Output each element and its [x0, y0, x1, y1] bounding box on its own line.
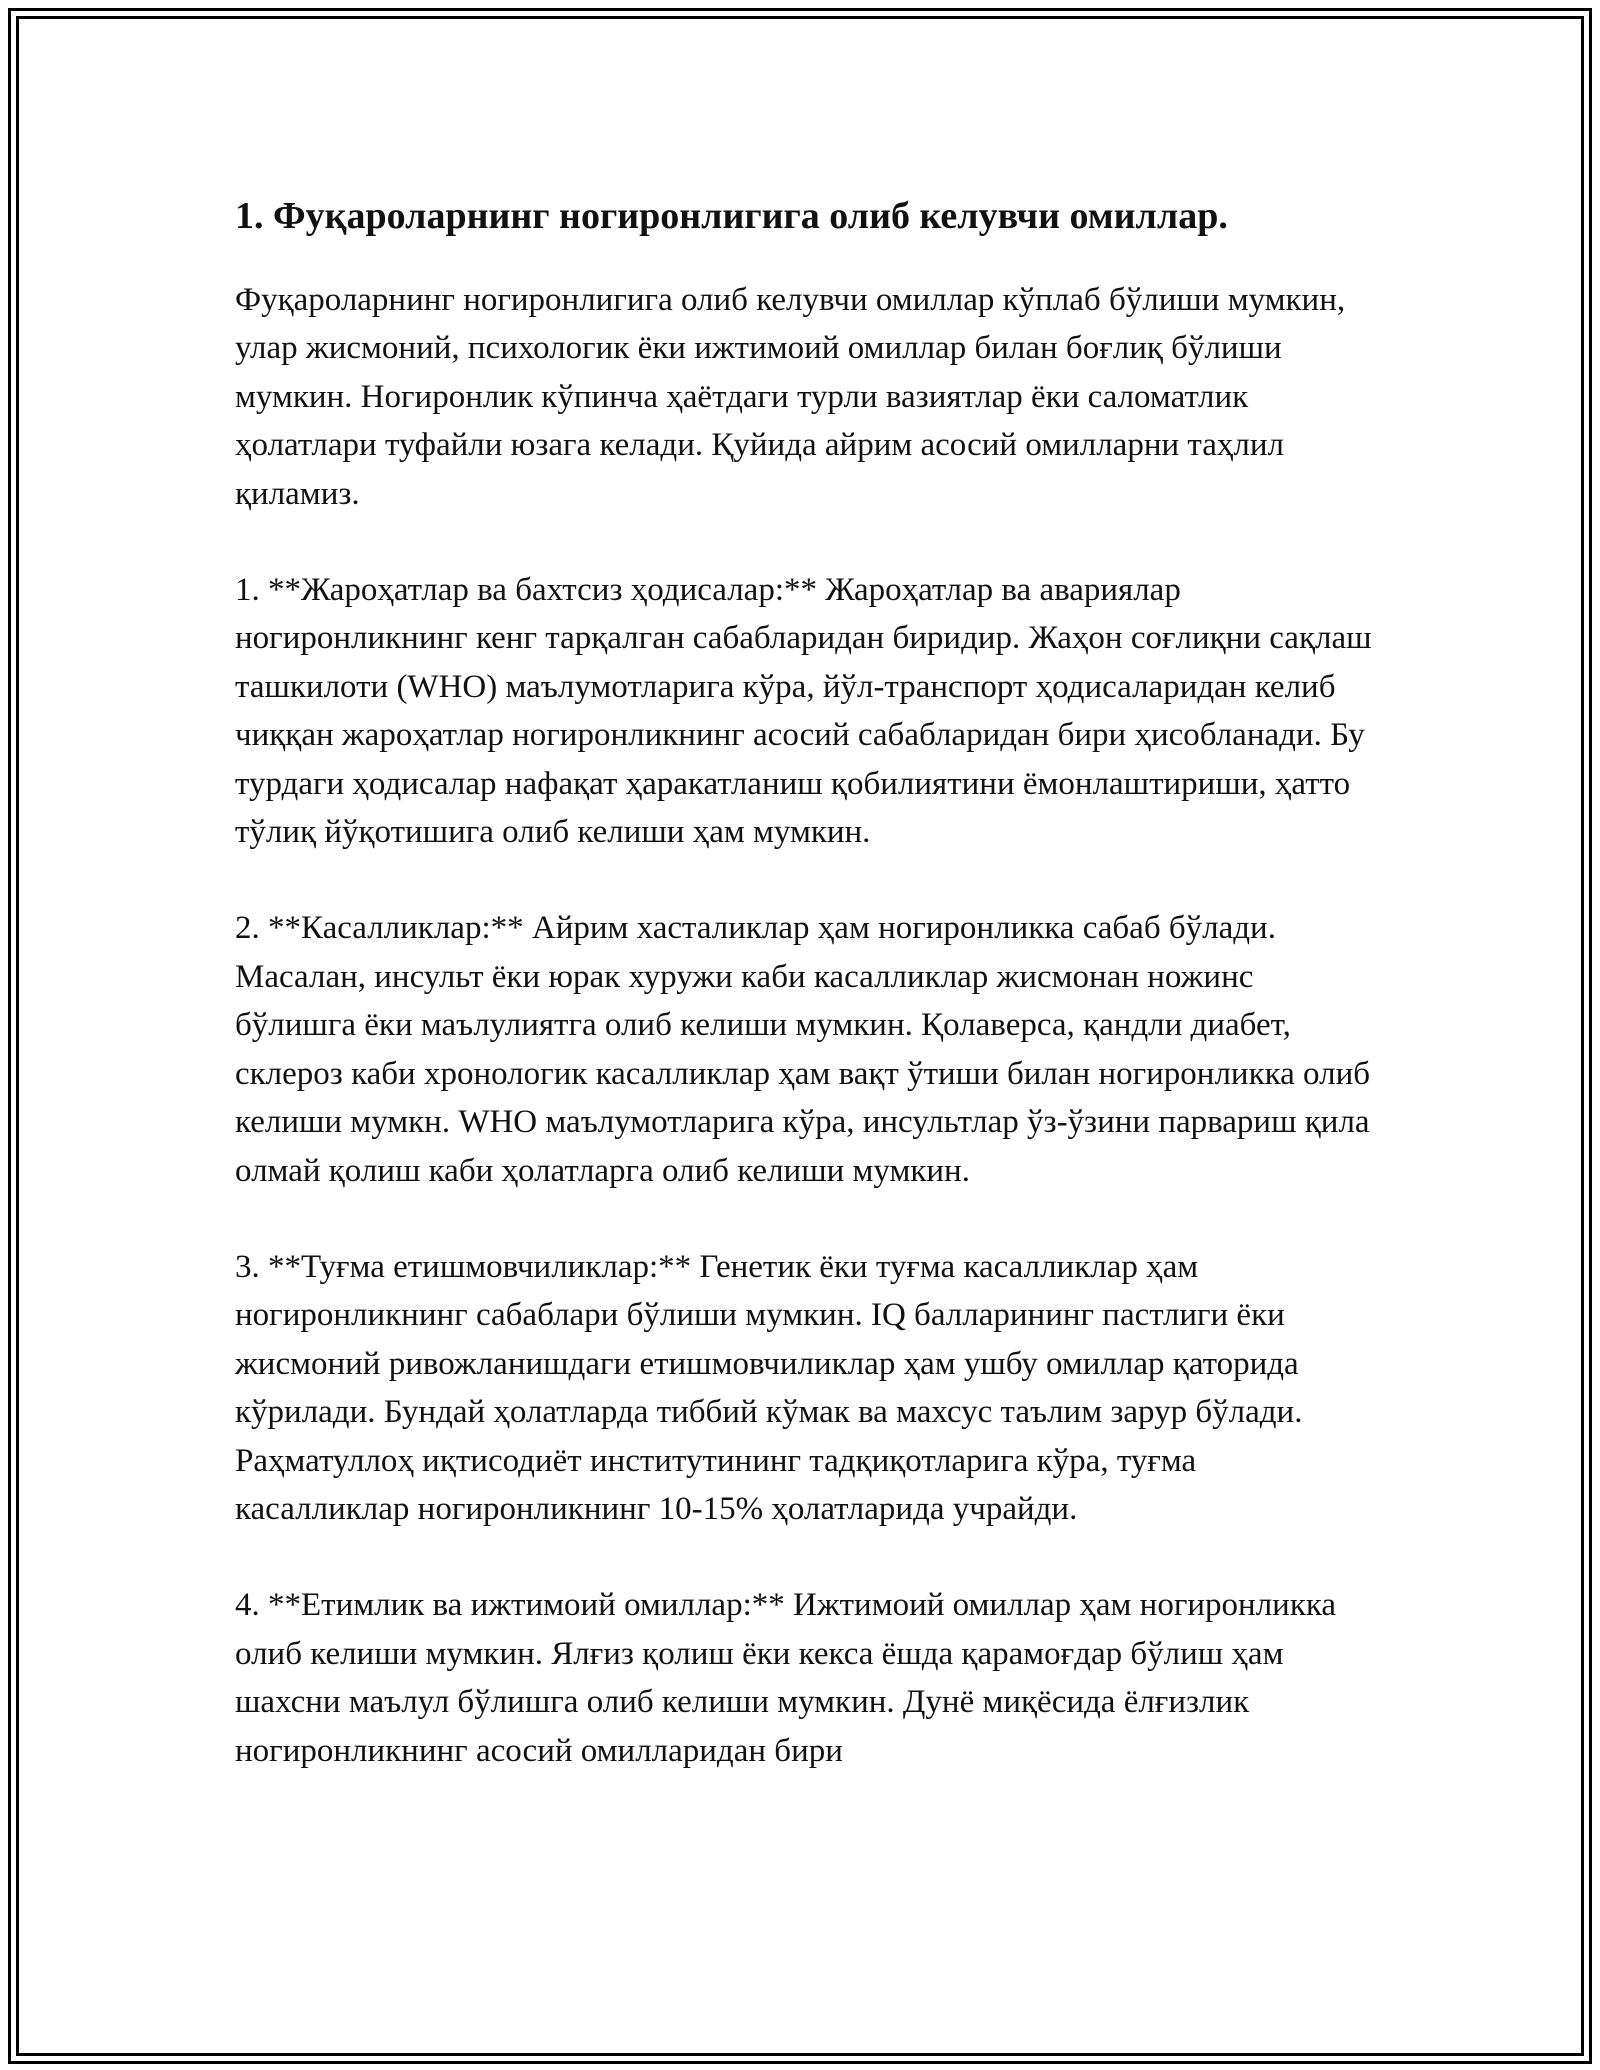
paragraph-injuries: 1. **Жароҳатлар ва бахтсиз ҳодисалар:** Жароҳатлар ва авариялар ногиронликнинг кенг тарқалган сабабларидан биридир. Жаҳон соғлиқни сақлаш ташкилоти (WHO) маълумотларига кўра, йўл-транспорт ҳодисаларидан келиб чиққан жароҳатлар ногиронликнинг асосий сабабларидан бири ҳисобланади. Бу турдаги ҳодисалар нафақат ҳаракатланиш қобилиятини ёмонлаштириши, ҳатто тўлиқ йўқотишига олиб келиши ҳам мумкин.	[235, 572, 1372, 851]
page-title: 1. Фуқароларнинг ногиронлигига олиб келувчи омиллар.	[235, 195, 1228, 237]
paragraph-congenital: 3. **Туғма етишмовчиликлар:** Генетик ёки туғма касалликлар ҳам ногиронликнинг сабаблари бўлиши мумкин. IQ балларининг пастлиги ёки жисмоний ривожланишдаги етишмовчиликлар ҳам ушбу омиллар қаторида кўрилади. Бундай ҳолатларда тиббий кўмак ва махсус таълим зарур бўлади. Раҳматуллоҳ иқтисодиёт институтининг тадқиқотларига кўра, туғма касалликлар ногиронликнинг 10-15% ҳолатларида учрайди.	[235, 1248, 1303, 1527]
intro-paragraph: Фуқароларнинг ногиронлигига олиб келувчи омиллар кўплаб бўлиши мумкин, улар жисмоний, психологик ёки ижтимоий омиллар билан боғлиқ бўлиши мумкин. Ногиронлик кўпинча ҳаётдаги турли вазиятлар ёки саломатлик ҳолатлари туфайли юзага келади. Қуйида айрим асосий омилларни таҳлил қиламиз.	[235, 282, 1346, 512]
paragraph-diseases: 2. **Касалликлар:** Айрим хасталиклар ҳам ногиронликка сабаб бўлади. Масалан, инсульт ёки юрак хуружи каби касалликлар жисмонан ножинс бўлишга ёки маълулиятга олиб келиши мумкин. Қолаверса, қандли диабет, склероз каби хронологик касалликлар ҳам вақт ўтиши билан ногиронликка олиб келиши мумкн. WHO маълумотларига кўра, инсультлар ўз-ўзини парвариш қила олмай қолиш каби ҳолатларга олиб келиши мумкин.	[235, 910, 1371, 1189]
document-body	[235, 190, 1375, 1823]
paragraph-social-factors: 4. **Етимлик ва ижтимоий омиллар:** Ижтимоий омиллар ҳам ногиронликка олиб келиши мумкин. Ялғиз қолиш ёки кекса ёшда қарамоғдар бўлиш ҳам шахсни маълул бўлишга олиб келиши мумкин. Дунё миқёсида ёлғизлик ногиронликнинг асосий омилларидан бири	[235, 1587, 1337, 1769]
